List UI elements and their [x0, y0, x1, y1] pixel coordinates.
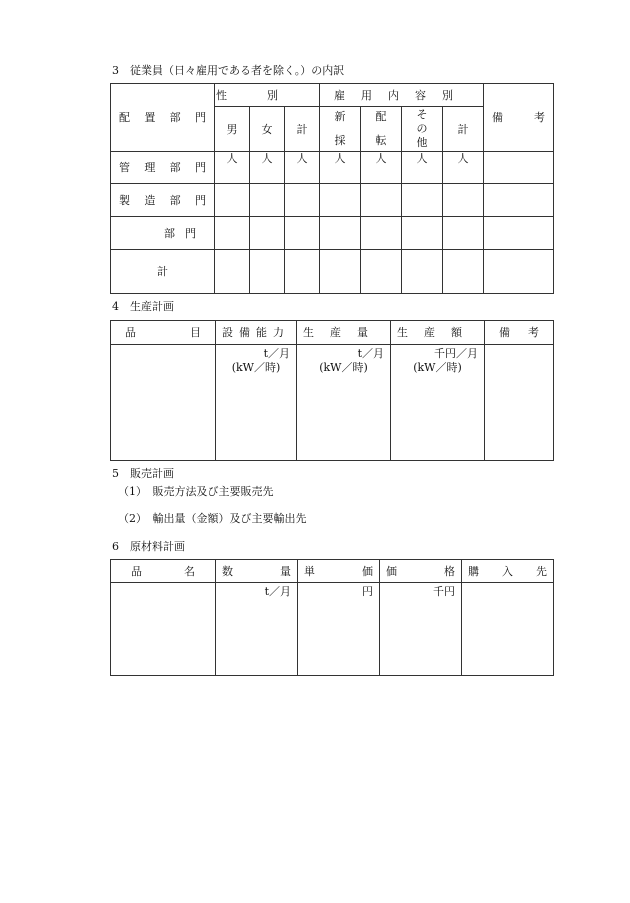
col-new-line1: 新	[334, 110, 346, 123]
amount-unit-cell	[391, 345, 485, 461]
col-other-line3: 他	[416, 136, 428, 149]
row-label	[111, 184, 215, 217]
supplier-cell	[462, 583, 554, 676]
unit-cell: 人	[402, 152, 443, 184]
table-row	[111, 345, 554, 461]
production-table	[110, 320, 554, 461]
row-label	[111, 217, 215, 250]
col-transfer-line1: 配	[375, 110, 387, 123]
col-capacity-header	[216, 321, 297, 345]
name-cell	[111, 583, 216, 676]
col-name-header	[111, 560, 216, 583]
col-name-label: 品 名	[131, 564, 195, 578]
raw-material-table	[110, 559, 554, 676]
unit-cell: 人	[250, 152, 285, 184]
section3-heading: 3 従業員（日々雇用である者を除く。）の内訳	[112, 64, 345, 77]
col-notes-header	[484, 84, 554, 152]
table-row	[111, 184, 554, 217]
volume-unit-cell	[297, 345, 391, 461]
capacity-unit-line2: (kW／時)	[231, 361, 281, 374]
col-capacity-label: 設備能力	[222, 326, 290, 339]
col-dept-label: 配 置 部 門	[119, 111, 206, 124]
item-cell	[111, 345, 216, 461]
volume-unit-line2: (kW／時)	[319, 361, 368, 374]
unit-cell: 人	[215, 152, 250, 184]
row-label	[111, 250, 215, 294]
col-price-header	[380, 560, 462, 583]
table-row	[111, 583, 554, 676]
col-quantity-header	[216, 560, 298, 583]
unit-cell: 人	[443, 152, 484, 184]
col-amount-label: 生産額	[397, 326, 478, 339]
unit-price-unit-cell: 円	[298, 583, 380, 676]
col-transfer-line2: 転	[375, 134, 387, 147]
col-unit-price-label: 単 価	[304, 564, 373, 578]
col-item-header	[111, 321, 216, 345]
col-total2: 計	[443, 107, 484, 152]
notes-cell	[484, 152, 554, 184]
col-new-line2: 採	[334, 134, 346, 147]
col-male: 男	[215, 107, 250, 152]
col-item-label: 品 目	[125, 326, 201, 339]
unit-cell: 人	[361, 152, 402, 184]
volume-unit-line1: t／月	[357, 347, 384, 360]
col-new-hire	[320, 107, 361, 152]
col-volume-header	[297, 321, 391, 345]
capacity-unit-line1: t／月	[263, 347, 290, 360]
col-transfer	[361, 107, 402, 152]
col-total: 計	[285, 107, 320, 152]
unit-cell: 人	[285, 152, 320, 184]
section4-heading: 4 生産計画	[112, 300, 174, 313]
table-row	[111, 250, 554, 294]
amount-unit-line1: 千円／月	[434, 347, 478, 360]
col-other-line2: の	[416, 122, 428, 135]
notes-cell	[485, 345, 554, 461]
col-supplier-header	[462, 560, 554, 583]
employee-table	[110, 83, 554, 294]
price-unit-cell: 千円	[380, 583, 462, 676]
section6-heading: 6 原材料計画	[112, 540, 185, 553]
row-label-text: 製 造 部 門	[119, 193, 206, 207]
section5-item2: （2） 輸出量（金額）及び主要輸出先	[118, 512, 307, 525]
gender-group-header	[215, 84, 320, 107]
section5-item1: （1） 販売方法及び主要販売先	[118, 485, 274, 498]
col-other	[402, 107, 443, 152]
col-dept-header	[111, 84, 215, 152]
row-label-text: 部門	[164, 226, 206, 240]
amount-unit-line2: (kW／時)	[413, 361, 462, 374]
table-row	[111, 152, 554, 184]
col-price-label: 価 格	[386, 564, 455, 578]
employment-group-label: 雇用内容別	[334, 88, 470, 102]
col-supplier-label: 購 入 先	[468, 564, 547, 578]
col-volume-label: 生産量	[303, 326, 384, 339]
col-amount-header	[391, 321, 485, 345]
capacity-unit-cell	[216, 345, 297, 461]
section5-heading: 5 販売計画	[112, 467, 174, 480]
col-quantity-label: 数 量	[222, 564, 291, 578]
col-unit-price-header	[298, 560, 380, 583]
table-row	[111, 217, 554, 250]
col-other-line1: そ	[416, 108, 428, 121]
employment-group-header	[320, 84, 484, 107]
row-label-text: 計	[157, 265, 168, 278]
row-label	[111, 152, 215, 184]
col-notes-header	[485, 321, 554, 345]
quantity-unit-cell: t／月	[216, 583, 298, 676]
unit-cell: 人	[320, 152, 361, 184]
col-notes-label: 備 考	[499, 326, 539, 339]
gender-group-label: 性別	[216, 88, 318, 102]
col-notes-label: 備 考	[492, 111, 546, 124]
col-female: 女	[250, 107, 285, 152]
row-label-text: 管 理 部 門	[119, 161, 206, 174]
